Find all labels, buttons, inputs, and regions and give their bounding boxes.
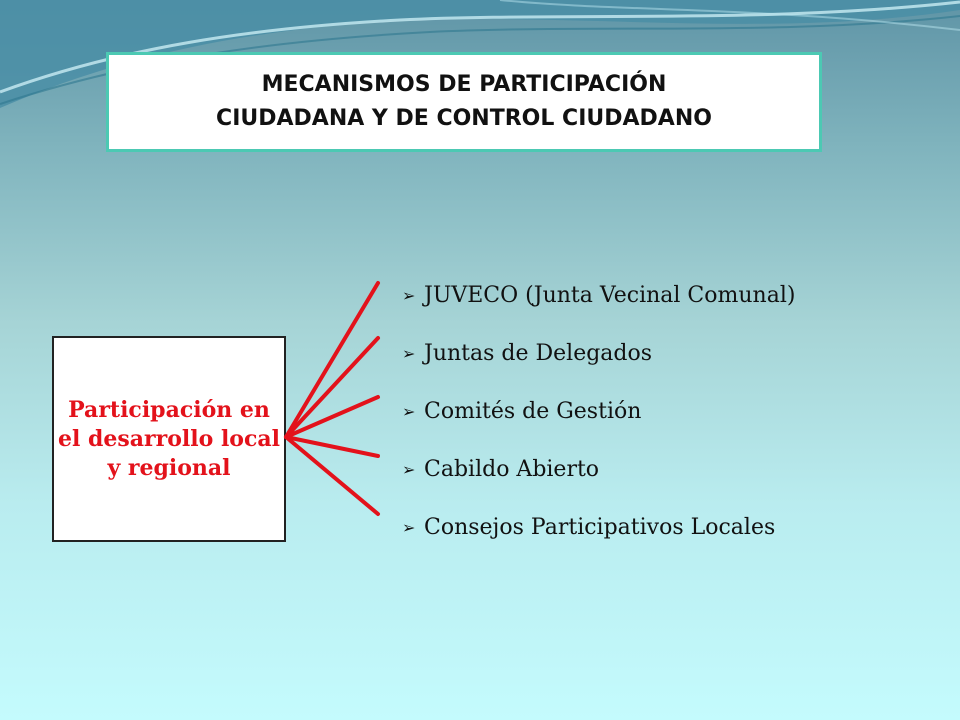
arrow-bullet-icon: ➢ bbox=[402, 517, 416, 537]
title-line-1: MECANISMOS DE PARTICIPACIÓN bbox=[261, 72, 667, 97]
mechanisms-list bbox=[402, 266, 795, 556]
list-item-label: Consejos Participativos Locales bbox=[424, 514, 776, 540]
list-item-label: Cabildo Abierto bbox=[424, 456, 600, 482]
connector-line-2 bbox=[286, 338, 378, 437]
list-item bbox=[402, 382, 795, 440]
list-item-label: JUVECO (Junta Vecinal Comunal) bbox=[424, 282, 796, 308]
connector-line-1 bbox=[286, 283, 378, 437]
participation-label: Participación en el desarrollo local y regional bbox=[58, 396, 280, 481]
arrow-bullet-icon: ➢ bbox=[402, 285, 416, 305]
connector-line-5 bbox=[286, 437, 378, 514]
list-item-label: Comités de Gestión bbox=[424, 398, 642, 424]
list-item bbox=[402, 324, 795, 382]
arrow-bullet-icon: ➢ bbox=[402, 459, 416, 479]
list-item bbox=[402, 440, 795, 498]
arrow-bullet-icon: ➢ bbox=[402, 343, 416, 363]
title-line-2: CIUDADANA Y DE CONTROL CIUDADANO bbox=[216, 106, 712, 131]
list-item bbox=[402, 266, 795, 324]
list-item bbox=[402, 498, 795, 556]
list-item-label: Juntas de Delegados bbox=[424, 340, 653, 366]
arrow-bullet-icon: ➢ bbox=[402, 401, 416, 421]
